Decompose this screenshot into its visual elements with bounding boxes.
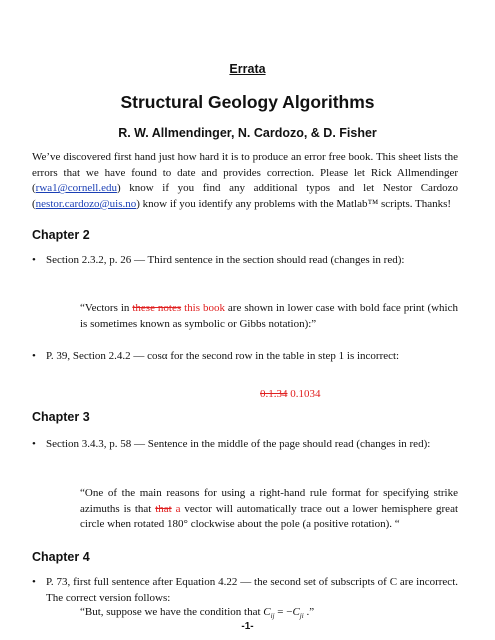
email-link-allmendinger[interactable]: rwa1@cornell.edu: [35, 182, 117, 195]
list-item-text: P. 73, first full sentence after Equation 4.22 — the second set of subscripts of C are incorrect. The correct version follows:: [46, 576, 458, 604]
authors-line: R. W. Allmendinger, N. Cardozo, & D. Fisher: [118, 126, 377, 140]
quote-block: [80, 486, 458, 533]
bullet-icon: •: [32, 254, 36, 266]
document-title: Structural Geology Algorithms: [120, 92, 375, 112]
bullet-icon: •: [32, 350, 36, 362]
list-item-text: Section 3.4.3, p. 58 — Sentence in the middle of the page should read (changes in red):: [46, 438, 431, 450]
quote-block: [80, 301, 458, 332]
math-symbol: C: [292, 606, 300, 618]
page-number: -1-: [241, 621, 254, 632]
list-item: [32, 349, 458, 365]
struck-text: these notes: [132, 302, 182, 314]
math-subscript: ij: [270, 612, 275, 621]
struck-text: 0.1.34: [260, 388, 288, 400]
quote-text: are shown in lower case with bold face print (which is sometimes known as symbolic or Gibbs notation):”: [80, 302, 458, 330]
chapter-2-heading: Chapter 2: [32, 228, 90, 242]
intro-paragraph: [32, 150, 458, 212]
quote-text: .”: [303, 606, 315, 618]
email-link-cardozo[interactable]: nestor.cardozo@uis.no: [35, 197, 137, 210]
intro-text-2: ) know if you find any additional typos and let Nestor Cardozo (: [32, 182, 458, 210]
inserted-text: 0.1034: [290, 388, 321, 400]
list-item: [32, 253, 458, 269]
math-expression: [263, 606, 304, 621]
correction-value: [260, 388, 321, 400]
quote-text: “Vectors in: [80, 302, 133, 314]
math-symbol: C: [263, 606, 271, 618]
math-subscript: ji: [299, 612, 304, 621]
bullet-icon: •: [32, 438, 36, 450]
bullet-icon: •: [32, 576, 36, 588]
list-item-text: Section 2.3.2, p. 26 — Third sentence in the section should read (changes in red):: [46, 254, 405, 266]
intro-text-1: We’ve discovered first hand just how hard it is to produce an error free book. This sheet lists the errors that we have found to date and provides correction. Please let Rick Allmendinger (: [32, 151, 458, 195]
chapter-3-heading: Chapter 3: [32, 410, 90, 424]
math-operator: = −: [274, 606, 293, 618]
quote-text: “But, suppose we have the condition that: [80, 606, 264, 618]
quote-text: “One of the main reasons for using a right-hand rule format for specifying strike azimuths is that: [80, 487, 458, 515]
list-item: [32, 575, 458, 606]
list-item-text: P. 39, Section 2.4.2 — cosα for the second row in the table in step 1 is incorrect:: [46, 350, 400, 362]
struck-text: that: [155, 502, 172, 515]
errata-heading: Errata: [229, 62, 266, 76]
chapter-4-heading: Chapter 4: [32, 550, 90, 564]
inserted-text: a: [175, 502, 181, 515]
inserted-text: this book: [184, 302, 225, 314]
list-item: [32, 437, 458, 453]
intro-text-3: ) know if you identify any problems with the Matlab™ scripts. Thanks!: [136, 197, 452, 210]
quote-text: vector will automatically trace out a lower hemisphere great circle when rotated 180° clockwise about the pole (a positive rotation). “: [80, 502, 459, 531]
